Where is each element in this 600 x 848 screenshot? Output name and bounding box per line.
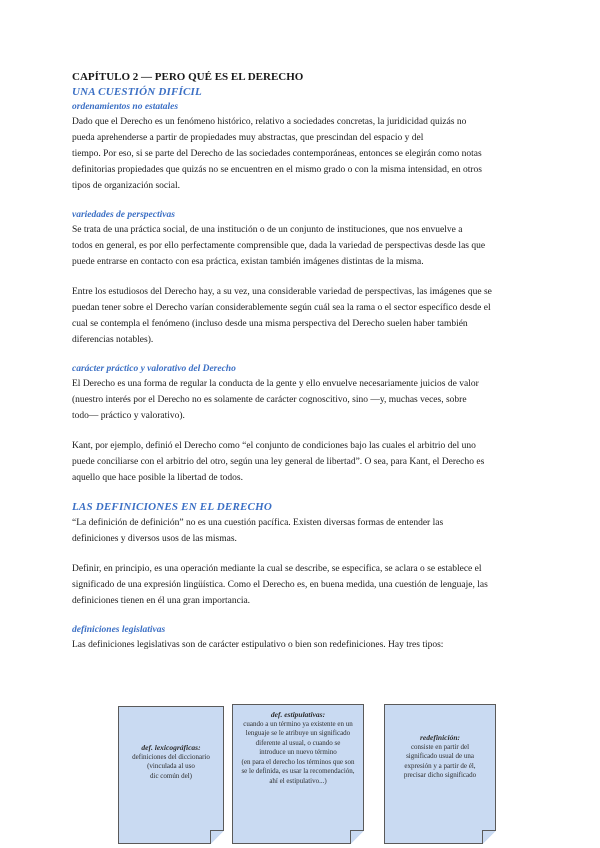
section-title-una-cuestion-dificil: UNA CUESTIÓN DIFÍCIL xyxy=(72,86,202,98)
chapter-title: CAPÍTULO 2 — PERO QUÉ ES EL DERECHO xyxy=(72,71,304,83)
text-line: El Derecho es una forma de regular la conducta de la gente y ello envuelve necesariamente juicios de valor xyxy=(72,379,479,389)
card-title: redefinición: xyxy=(420,733,460,742)
text-line: puede entrarse en contacto con esa práctica, existan también imágenes distintas de la misma. xyxy=(72,257,424,267)
text-line: tiempo. Por eso, si se parte del Derecho de las sociedades contemporáneas, entonces se elegirán como notas xyxy=(72,149,482,159)
paragraph-variedades-1 xyxy=(72,222,530,270)
card-text xyxy=(385,743,495,781)
text-line: definiciones y diversos usos de las mismas. xyxy=(72,534,237,544)
text-line: Dado que el Derecho es un fenómeno histórico, relativo a sociedades concretas, la juridicidad quizás no xyxy=(72,117,467,127)
text-line: puedan tener sobre el Derecho varían considerablemente según cuál sea la rama o el sector específico desde el xyxy=(72,303,491,313)
card-line: significado usual de una xyxy=(406,752,474,760)
text-line: cual se contempla el fenómeno (incluso desde una misma perspectiva del Derecho suelen haber también xyxy=(72,319,468,329)
paragraph-variedades-2 xyxy=(72,284,530,348)
card-line: (en para el derecho los términos que son xyxy=(241,757,355,766)
card-line: cuando a un término ya existente en un xyxy=(243,719,353,728)
paragraph-definicion-2 xyxy=(72,561,530,609)
subheading-variedades: variedades de perspectivas xyxy=(72,210,175,220)
card-title: def. estipulativas: xyxy=(270,710,326,719)
paragraph-ordenamientos xyxy=(72,114,530,194)
text-line: definitorias propiedades que quizás no se encuentren en el mismo grado o con la misma intensidad, en otros xyxy=(72,165,482,175)
card-redefinicion xyxy=(384,704,496,844)
card-title: def. lexicográficas: xyxy=(141,743,201,752)
subheading-ordenamientos: ordenamientos no estatales xyxy=(72,102,179,112)
page-fold-icon xyxy=(210,830,224,844)
text-line: Kant, por ejemplo, definió el Derecho como “el conjunto de condiciones bajo las cuales el arbitrio del uno xyxy=(72,441,476,451)
text-line: pueda aprehenderse a partir de propiedades muy abstractas, que prescindan del espacio y del xyxy=(72,133,424,143)
paragraph-definicion-1 xyxy=(72,515,530,547)
card-line: introduce un nuevo término xyxy=(259,748,337,756)
card-line: se le definida, es usar la recomendación, xyxy=(241,767,355,775)
card-line: dic común del) xyxy=(150,771,192,780)
text-line: “La definición de definición” no es una cuestión pacífica. Existen diversas formas de entender las xyxy=(72,518,444,528)
card-line: lenguaje se le atribuye un significado xyxy=(245,729,351,737)
page-fold-icon xyxy=(350,830,364,844)
section-title-definiciones: LAS DEFINICIONES EN EL DERECHO xyxy=(72,501,272,513)
document-page xyxy=(72,70,530,653)
card-line: diferente al usual, o cuando se xyxy=(255,738,341,747)
card-text xyxy=(119,753,223,782)
card-line: expresión y a partir de él, xyxy=(404,761,476,770)
text-line: tipos de organización social. xyxy=(72,181,180,191)
card-line: ahí el estipulativo...) xyxy=(269,776,327,785)
text-line: significado de una expresión lingüística. Como el Derecho es, en buena medida, una cuestión de lenguaje, las xyxy=(72,580,488,590)
text-line: Se trata de una práctica social, de una institución o de un conjunto de instituciones, que nos envuelve a xyxy=(72,225,463,235)
text-line: todos en general, es por ello perfectamente comprensible que, dada la variedad de perspectivas desde las que xyxy=(72,241,486,251)
text-line: (nuestro interés por el Derecho no es solamente de carácter cognoscitivo, sino —y, muchas veces, sobre xyxy=(72,395,467,405)
card-line: precisar dicho significado xyxy=(403,771,477,779)
paragraph-kant xyxy=(72,438,530,486)
subheading-caracter-practico: carácter práctico y valorativo del Derecho xyxy=(72,364,236,374)
card-line: definiciones del diccionario xyxy=(132,752,210,761)
text-line: todo— práctico y valorativo). xyxy=(72,411,185,421)
text-line: Definir, en principio, es una operación mediante la cual se describe, se especifica, se aclara o se establece el xyxy=(72,564,482,574)
paragraph-caracter-1 xyxy=(72,376,530,424)
text-line: Entre los estudiosos del Derecho hay, a su vez, una considerable variedad de perspectivas, las imágenes que se xyxy=(72,287,492,297)
text-line: diferencias notables). xyxy=(72,335,154,345)
card-text xyxy=(233,720,363,787)
card-estipulativas xyxy=(232,704,364,844)
card-line: consiste en partir del xyxy=(410,742,470,751)
text-line: definiciones tienen en él una gran importancia. xyxy=(72,596,251,606)
subheading-definiciones-legislativas: definiciones legislativas xyxy=(72,625,166,635)
page-fold-icon xyxy=(482,830,496,844)
paragraph-tres-tipos: Las definiciones legislativas son de carácter estipulativo o bien son redefiniciones. Hay tres tipos: xyxy=(72,640,444,650)
text-line: puede conciliarse con el arbitrio del otro, según una ley general de libertad”. O sea, para Kant, el Derecho es xyxy=(72,457,485,467)
card-lexicograficas xyxy=(118,706,224,844)
text-line: aquello que hace posible la libertad de todos. xyxy=(72,473,243,483)
definition-cards xyxy=(118,704,498,844)
card-line: (vinculada al uso xyxy=(147,762,195,770)
